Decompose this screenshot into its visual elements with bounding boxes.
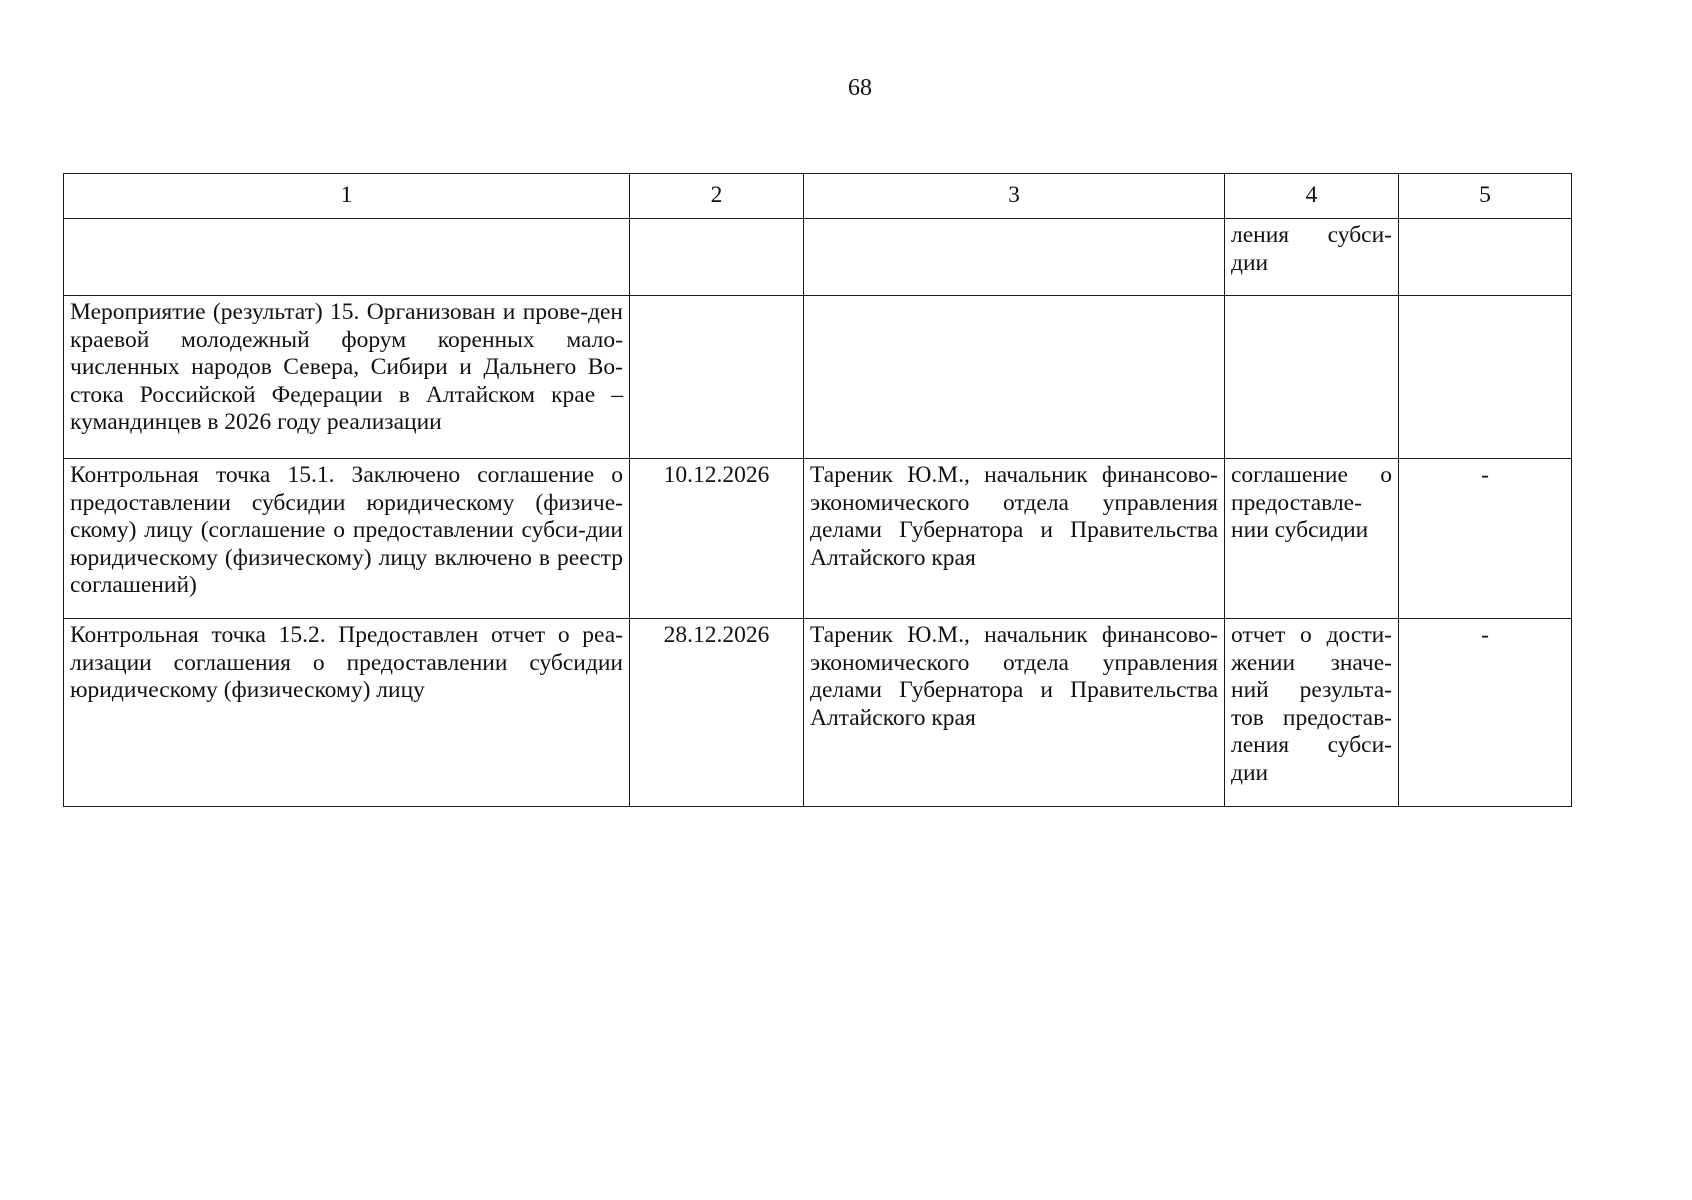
column-number-1: 1 xyxy=(64,174,630,219)
column-number-2: 2 xyxy=(630,174,804,219)
column-number-3: 3 xyxy=(804,174,1225,219)
note-cell xyxy=(1399,296,1572,459)
page-number: 68 xyxy=(848,75,872,101)
event-cell: Мероприятие (результат) 15. Организован и прове-ден краевой молодежный форум коренных мало-численных народов Севера, Сибири и Дальнего Во-стока Российской Федерации в Алтайском крае – кумандинцев в 2026 году реализации xyxy=(64,296,630,459)
event-cell: Контрольная точка 15.2. Предоставлен отчет о реа-лизации соглашения о предоставлении субсидии юридическому (физическому) лицу xyxy=(64,619,630,807)
table-row xyxy=(64,619,1572,807)
column-number-4: 4 xyxy=(1225,174,1399,219)
date-cell: 28.12.2026 xyxy=(630,619,804,807)
column-number-5: 5 xyxy=(1399,174,1572,219)
table-row xyxy=(64,219,1572,296)
event-cell xyxy=(64,219,630,296)
date-cell xyxy=(630,219,804,296)
responsible-cell xyxy=(804,296,1225,459)
note-cell xyxy=(1399,219,1572,296)
note-cell: - xyxy=(1399,459,1572,619)
control-points-table xyxy=(63,173,1572,807)
document-cell: отчет о дости-жении значе-ний результа-тов предостав-ления субси-дии xyxy=(1225,619,1399,807)
table-header-row xyxy=(64,174,1572,219)
date-cell: 10.12.2026 xyxy=(630,459,804,619)
document-cell: соглашение о предоставле-нии субсидии xyxy=(1225,459,1399,619)
document-cell xyxy=(1225,296,1399,459)
note-cell: - xyxy=(1399,619,1572,807)
responsible-cell: Тареник Ю.М., начальник финансово-экономического отдела управления делами Губернатора и Правительства Алтайского края xyxy=(804,459,1225,619)
date-cell xyxy=(630,296,804,459)
document-cell: ления субси-дии xyxy=(1225,219,1399,296)
responsible-cell: Тареник Ю.М., начальник финансово-экономического отдела управления делами Губернатора и Правительства Алтайского края xyxy=(804,619,1225,807)
table-row xyxy=(64,296,1572,459)
event-cell: Контрольная точка 15.1. Заключено соглашение о предоставлении субсидии юридическому (физиче-скому) лицу (соглашение о предоставлении субси-дии юридическому (физическому) лицу включено в реестр соглашений) xyxy=(64,459,630,619)
table-row xyxy=(64,459,1572,619)
responsible-cell xyxy=(804,219,1225,296)
